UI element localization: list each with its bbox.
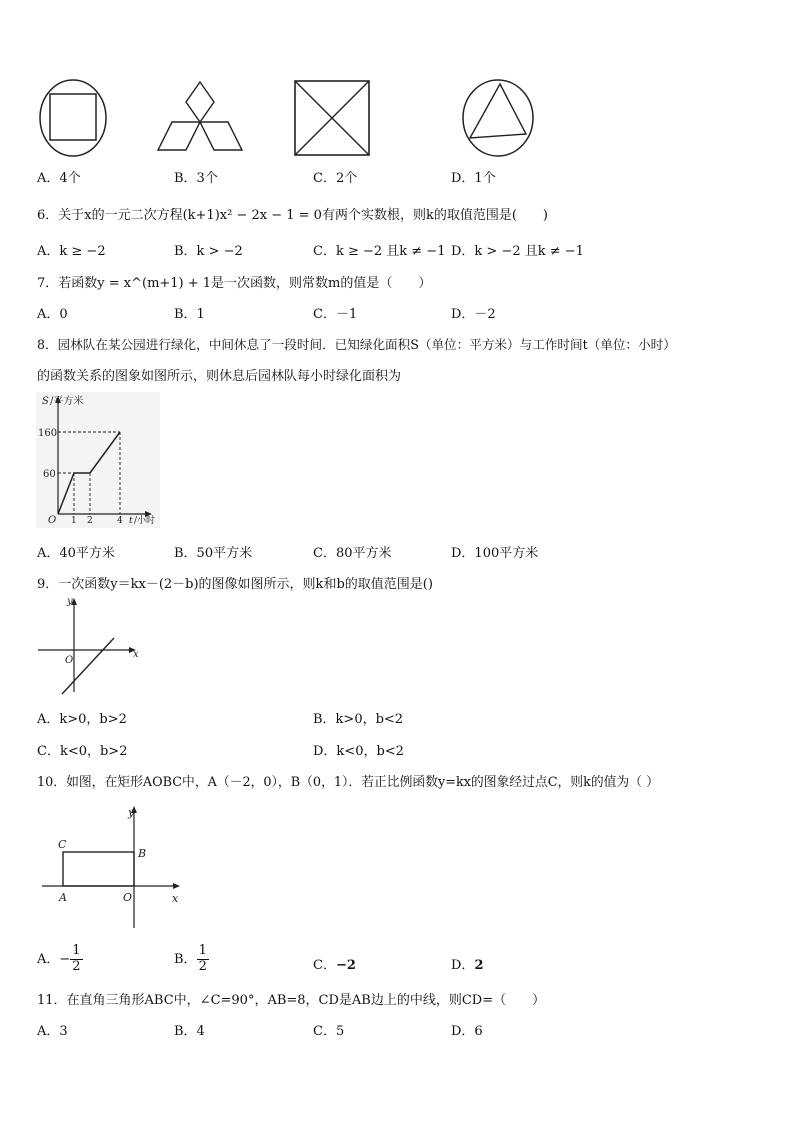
q9-graph	[36, 592, 144, 696]
q11-option-c[interactable]: C．5	[313, 1024, 345, 1039]
q6-option-d[interactable]: D．k > −2 且k ≠ −1	[451, 244, 584, 259]
q10-x-label: x	[172, 892, 179, 905]
q5-figure-circle-square	[36, 78, 112, 160]
q8-y-tick-60: 60	[43, 469, 56, 480]
q9-stem: 9．一次函数y＝kx－(2－b)的图像如图所示，则k和b的取值范围是()	[37, 577, 433, 592]
q5-figure-square-diagonals	[292, 78, 372, 158]
q10-option-a-sign: −	[59, 951, 71, 967]
q10-option-a-fraction	[70, 944, 82, 975]
q10-point-a: A	[59, 891, 67, 904]
q11-stem: 11．在直角三角形ABC中，∠C=90°，AB=8，CD是AB边上的中线，则CD=（ ）	[37, 993, 546, 1008]
q9-option-b[interactable]: B．k>0，b<2	[313, 712, 404, 727]
q10-option-d-value: 2	[474, 958, 484, 973]
q10-y-label: y	[128, 806, 135, 819]
q6-option-c[interactable]: C．k ≥ −2 且k ≠ −1	[313, 244, 446, 259]
q7-option-b[interactable]: B．1	[174, 307, 205, 322]
q8-graph	[36, 392, 160, 528]
q6-stem: 6．关于x的一元二次方程(k+1)x² − 2x − 1 = 0有两个实数根，则k的取值范围是( )	[37, 208, 548, 223]
q10-point-b: B	[138, 847, 147, 860]
q10-option-d-prefix: D．	[451, 958, 475, 973]
q5-figure-circle-triangle	[460, 78, 540, 160]
q10-option-a[interactable]	[37, 944, 83, 975]
svg-text:t: t	[129, 516, 133, 526]
q8-stem-line1: 8．园林队在某公园进行绿化，中间休息了一段时间．已知绿化面积S（单位：平方米）与工作时间t（单位：小时）	[37, 337, 676, 352]
numerator: 1	[198, 943, 207, 958]
q8-option-a[interactable]: A．40平方米	[37, 546, 115, 561]
q10-stem: 10．如图，在矩形AOBC中，A（－2，0），B（0，1）．若正比例函数y=kx的图象经过点C，则k的值为（ ）	[37, 775, 659, 790]
q5-option-b[interactable]: B．3个	[174, 171, 218, 186]
q5-option-c[interactable]: C．2个	[313, 171, 358, 186]
q8-x-axis-label: /小时	[134, 516, 156, 526]
q8-x-tick-2: 2	[87, 516, 93, 526]
denominator: 2	[72, 958, 81, 974]
q7-option-c[interactable]: C．－1	[313, 307, 358, 322]
q10-option-c-value: −2	[335, 958, 356, 973]
numerator: 1	[72, 943, 81, 958]
q10-point-c: C	[58, 838, 67, 851]
q9-y-label: y	[67, 596, 73, 607]
q8-x-tick-1: 1	[71, 516, 77, 526]
q5-option-d[interactable]: D．1个	[451, 171, 496, 186]
q10-option-d[interactable]	[451, 954, 483, 973]
q11-option-a[interactable]: A．3	[37, 1024, 68, 1039]
q9-option-d[interactable]: D．k<0，b<2	[313, 744, 404, 759]
q10-option-b-fraction	[197, 944, 209, 975]
q10-graph	[38, 800, 188, 932]
q7-stem: 7．若函数y = x^(m+1) + 1是一次函数，则常数m的值是（ ）	[37, 276, 432, 291]
q10-option-c[interactable]	[313, 954, 356, 973]
q8-y-tick-160: 160	[38, 428, 58, 439]
q5-figure-three-rhombus	[154, 78, 246, 154]
q10-option-b[interactable]	[174, 944, 209, 975]
q8-stem-line2: 的函数关系的图象如图所示，则休息后园林队每小时绿化面积为	[37, 369, 402, 384]
q8-option-d[interactable]: D．100平方米	[451, 546, 539, 561]
q8-origin: O	[48, 515, 57, 526]
q8-x-tick-4: 4	[117, 516, 123, 526]
q11-option-d[interactable]: D．6	[451, 1024, 483, 1039]
q11-option-b[interactable]: B．4	[174, 1024, 205, 1039]
denominator: 2	[198, 958, 207, 974]
q10-option-a-prefix: A．	[37, 951, 60, 967]
q6-option-b[interactable]: B．k > −2	[174, 244, 243, 259]
q10-option-b-prefix: B．	[174, 951, 197, 967]
q8-option-b[interactable]: B．50平方米	[174, 546, 253, 561]
q6-option-a[interactable]: A．k ≥ −2	[37, 244, 106, 259]
q10-option-c-prefix: C．	[313, 958, 336, 973]
q8-option-c[interactable]: C．80平方米	[313, 546, 392, 561]
q5-option-a[interactable]: A．4个	[37, 171, 81, 186]
svg-text:S: S	[42, 396, 49, 407]
q10-origin: O	[123, 891, 133, 904]
q7-option-d[interactable]: D．－2	[451, 307, 496, 322]
q7-option-a[interactable]: A．0	[37, 307, 68, 322]
q9-option-c[interactable]: C．k<0，b>2	[37, 744, 128, 759]
q9-option-a[interactable]: A．k>0，b>2	[37, 712, 127, 727]
q8-y-axis-label: /平方米	[50, 396, 84, 407]
q9-x-label: x	[133, 649, 139, 660]
q9-origin: O	[65, 655, 74, 666]
